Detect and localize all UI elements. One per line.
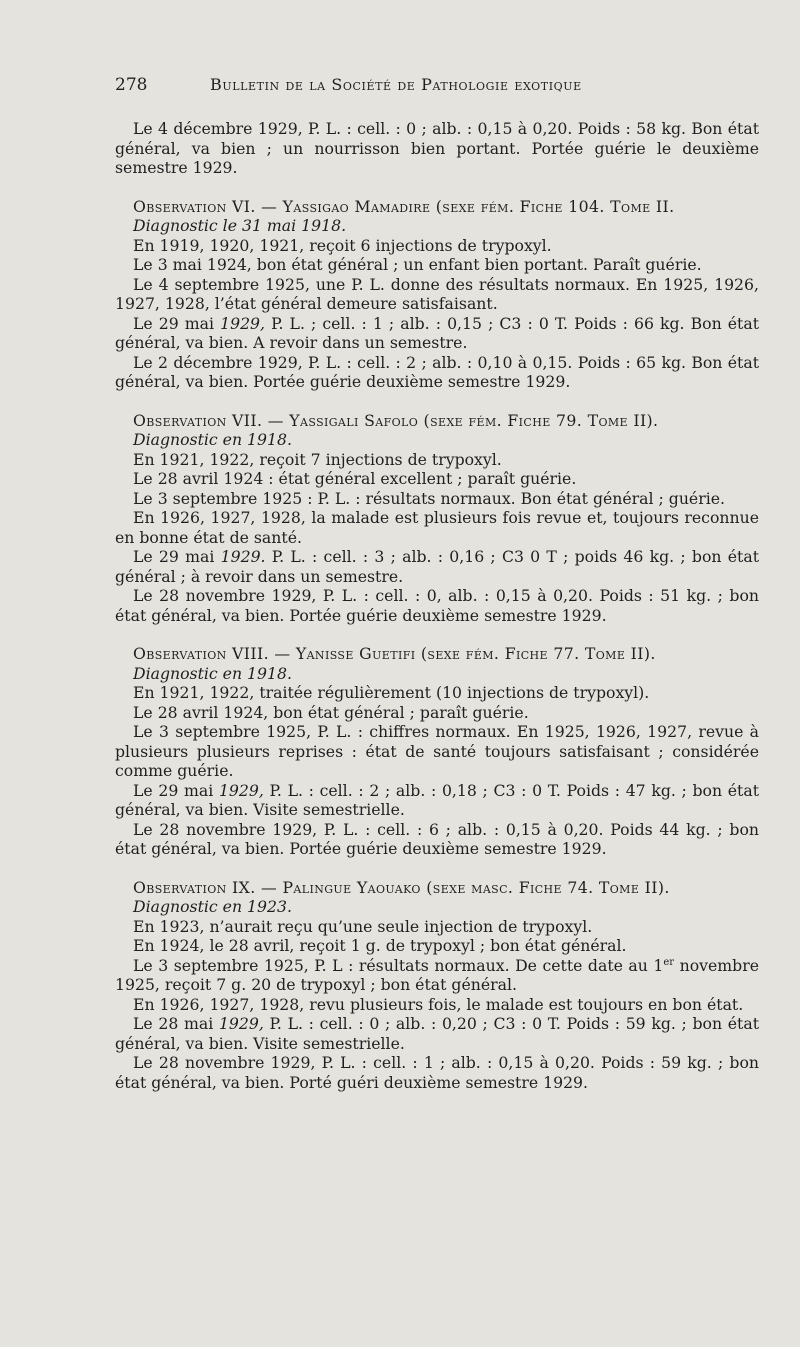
observation-title: Observation VII. — Yassigali Safolo (sexe fém. Fiche 79. Tome II). (133, 410, 659, 430)
paragraph: Le 28 mai 1929, P. L. : cell. : 0 ; alb. : 0,20 ; C3 : 0 T. Poids : 59 kg. ; bon état général, va bien. Visite semestrielle. (115, 1014, 759, 1053)
paragraph: Le 28 novembre 1929, P. L. : cell. : 6 ; alb. : 0,15 à 0,20. Poids 44 kg. ; bon état général, va bien. Portée guérie deuxième semestre 1929. (115, 819, 759, 858)
paragraph: Le 28 novembre 1929, P. L. : cell. : 1 ; alb. : 0,15 à 0,20. Poids : 59 kg. ; bon état général, va bien. Porté guéri deuxième semestre 1929. (115, 1053, 759, 1092)
paragraph: Le 4 septembre 1925, une P. L. donne des résultats normaux. En 1925, 1926, 1927, 1928, l’état général demeure satisfaisant. (115, 274, 759, 313)
diagnostic-line: Diagnostic en 1923. (133, 897, 292, 916)
observation-title: Observation IX. — Palingue Yaouako (sexe masc. Fiche 74. Tome II). (133, 877, 670, 897)
diagnostic-line: Diagnostic en 1918. (133, 430, 292, 449)
observation-9 (115, 878, 759, 1093)
running-title: Bulletin de la Société de Pathologie exotique (210, 75, 582, 94)
observation-title: Observation VIII. — Yanisse Guetifi (sexe fém. Fiche 77. Tome II). (133, 644, 656, 663)
paragraph: En 1921, 1922, traitée régulièrement (10 injections de trypoxyl). (133, 683, 650, 702)
observation-title: Observation VI. — Yassigao Mamadire (sexe fém. Fiche 104. Tome II. (133, 196, 675, 216)
diagnostic-line: Diagnostic le 31 mai 1918. (133, 216, 347, 235)
observation-8 (115, 644, 759, 859)
paragraph: Le 28 avril 1924 : état général excellent ; paraît guérie. (133, 469, 577, 488)
paragraph: Le 29 mai 1929. P. L. : cell. : 3 ; alb. : 0,16 ; C3 0 T ; poids 46 kg. ; bon état général ; à revoir dans un semestre. (115, 547, 759, 586)
paragraph: Le 29 mai 1929, P. L. ; cell. : 1 ; alb. : 0,15 ; C3 : 0 T. Poids : 66 kg. Bon état général, va bien. A revoir dans un semestre. (115, 313, 759, 352)
paragraph: Le 3 septembre 1925, P. L : résultats normaux. De cette date au 1er novembre 1925, reçoit 7 g. 20 de trypoxyl ; bon état général. (115, 955, 759, 994)
paragraph: En 1921, 1922, reçoit 7 injections de trypoxyl. (133, 449, 502, 469)
paragraph: Le 29 mai 1929, P. L. : cell. : 2 ; alb. : 0,18 ; C3 : 0 T. Poids : 47 kg. ; bon état général, va bien. Visite semestrielle. (115, 780, 759, 819)
paragraph: En 1923, n’aurait reçu qu’une seule injection de trypoxyl. (133, 916, 593, 936)
paragraph: En 1924, le 28 avril, reçoit 1 g. de trypoxyl ; bon état général. (133, 936, 627, 955)
paragraph: Le 3 mai 1924, bon état général ; un enfant bien portant. Paraît guérie. (133, 255, 702, 274)
paragraph: En 1926, 1927, 1928, revu plusieurs fois, le malade est toujours en bon état. (133, 994, 744, 1014)
paragraph: En 1919, 1920, 1921, reçoit 6 injections de trypoxyl. (133, 235, 552, 255)
paragraph: Le 3 septembre 1925, P. L. : chiffres normaux. En 1925, 1926, 1927, revue à plusieurs plusieurs reprises : état de santé toujours satisfaisant ; considérée comme guérie. (115, 722, 759, 780)
paragraph: Le 2 décembre 1929, P. L. : cell. : 2 ; alb. : 0,10 à 0,15. Poids : 65 kg. Bon état général, va bien. Portée guérie deuxième semestre 1929. (115, 352, 759, 391)
intro-paragraph: Le 4 décembre 1929, P. L. : cell. : 0 ; alb. : 0,15 à 0,20. Poids : 58 kg. Bon état général, va bien ; un nourrisson bien portant. Portée guérie le deuxième semestre 1929. (115, 119, 759, 177)
diagnostic-line: Diagnostic en 1918. (133, 663, 292, 683)
page-number: 278 (115, 75, 148, 95)
paragraph: Le 28 avril 1924, bon état général ; paraît guérie. (133, 702, 529, 722)
paragraph: En 1926, 1927, 1928, la malade est plusieurs fois revue et, toujours reconnue en bonne état de santé. (115, 508, 759, 547)
page-body (115, 119, 759, 1092)
observation-6 (115, 197, 759, 392)
observation-7 (115, 411, 759, 626)
paragraph: Le 28 novembre 1929, P. L. : cell. : 0, alb. : 0,15 à 0,20. Poids : 51 kg. ; bon état général, va bien. Portée guérie deuxième semestre 1929. (115, 586, 759, 625)
paragraph: Le 3 septembre 1925 : P. L. : résultats normaux. Bon état général ; guérie. (133, 488, 726, 508)
